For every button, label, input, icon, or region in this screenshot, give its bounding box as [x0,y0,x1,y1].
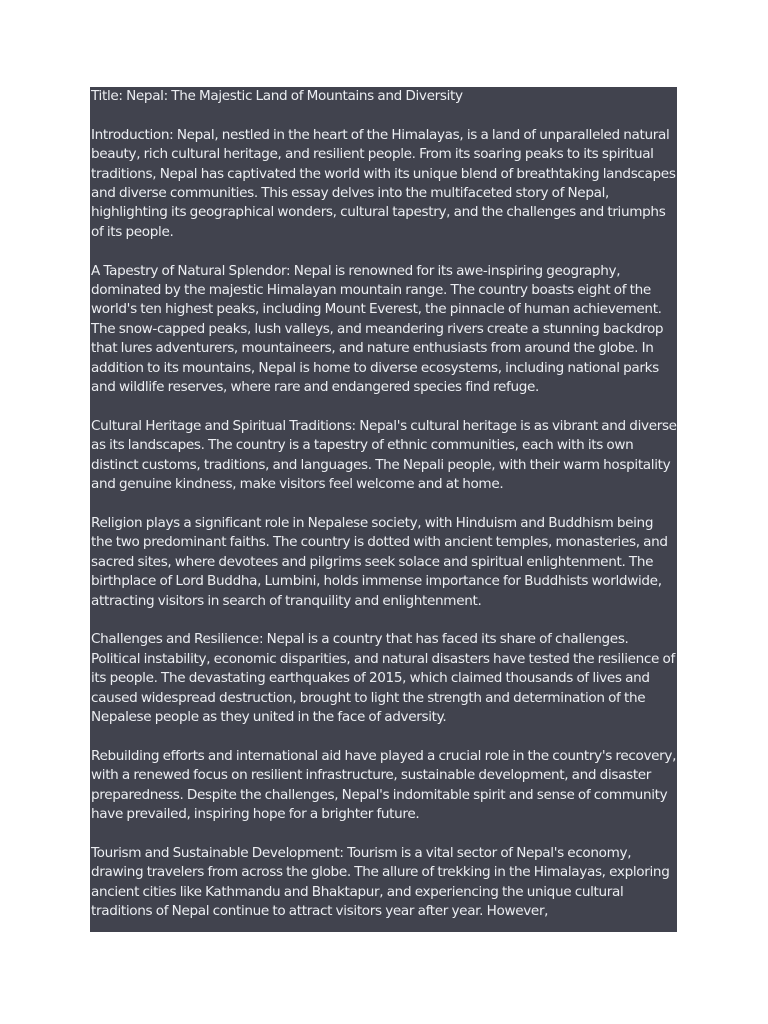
essay-text-block [90,87,677,932]
paragraph-religion: Religion plays a significant role in Nepalese society, with Hinduism and Buddhism being the two predominant faiths. The country is dotted with ancient temples, monasteries, and sacred sites, where devotees and pilgrims seek solace and spiritual enlightenment. The birthplace of Lord Buddha, Lumbini, holds immense importance for Buddhists worldwide, attracting visitors in search of tranquility and enlightenment. [91,514,668,609]
document-title: Title: Nepal: The Majestic Land of Mountains and Diversity [91,88,463,104]
paragraph-tourism: Tourism and Sustainable Development: Tourism is a vital sector of Nepal's economy, drawing travelers from across the globe. The allure of trekking in the Himalayas, exploring ancient cities like Kathmandu and Bhaktapur, and experiencing the unique cultural traditions of Nepal continue to attract visitors year after year. However, [91,844,670,919]
paragraph-rebuilding: Rebuilding efforts and international aid have played a crucial role in the country's recovery, with a renewed focus on resilient infrastructure, sustainable development, and disaster preparedness. Despite the challenges, Nepal's indomitable spirit and sense of community have prevailed, inspiring hope for a brighter future. [91,747,677,822]
paragraph-cultural-heritage: Cultural Heritage and Spiritual Traditions: Nepal's cultural heritage is as vibrant and diverse as its landscapes. The country is a tapestry of ethnic communities, each with its own distinct customs, traditions, and languages. The Nepali people, with their warm hospitality and genuine kindness, make visitors feel welcome and at home. [91,417,677,493]
paragraph-introduction: Introduction: Nepal, nestled in the heart of the Himalayas, is a land of unparalleled natural beauty, rich cultural heritage, and resilient people. From its soaring peaks to its spiritual traditions, Nepal has captivated the world with its unique blend of breathtaking landscapes and diverse communities. This essay delves into the multifaceted story of Nepal, highlighting its geographical wonders, cultural tapestry, and the challenges and triumphs of its people. [91,126,676,240]
paragraph-natural-splendor: A Tapestry of Natural Splendor: Nepal is renowned for its awe-inspiring geography, dominated by the majestic Himalayan mountain range. The country boasts eight of the world's ten highest peaks, including Mount Everest, the pinnacle of human achievement. The snow-capped peaks, lush valleys, and meandering rivers create a stunning backdrop that lures adventurers, mountaineers, and nature enthusiasts from around the globe. In addition to its mountains, Nepal is home to diverse ecosystems, including national parks and wildlife reserves, where rare and endangered species find refuge. [91,262,664,396]
paragraph-challenges: Challenges and Resilience: Nepal is a country that has faced its share of challenges. Political instability, economic disparities, and natural disasters have tested the resilience of its people. The devastating earthquakes of 2015, which claimed thousands of lives and caused widespread destruction, brought to light the strength and determination of the Nepalese people as they united in the face of adversity. [91,631,675,725]
